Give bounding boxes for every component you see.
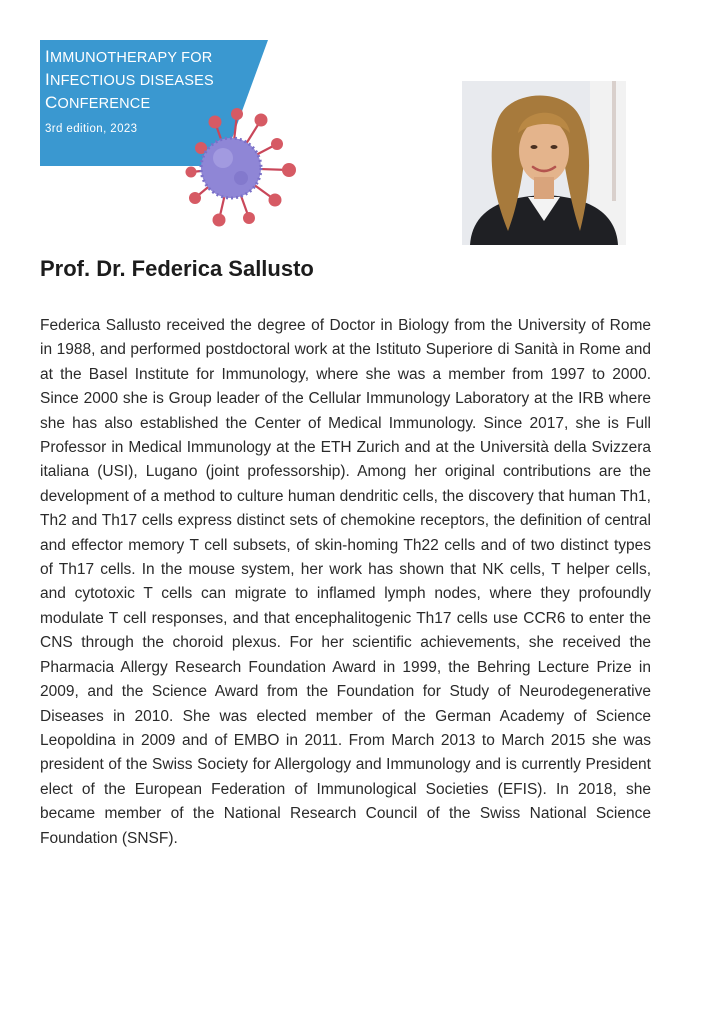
conference-banner: [40, 40, 268, 166]
virus-icon: [185, 100, 305, 230]
banner-title-line-1: IMMUNOTHERAPY FOR: [45, 47, 213, 66]
portrait-photo-icon: [462, 81, 626, 245]
banner-title-line-2: INFECTIOUS DISEASES: [45, 70, 214, 89]
speaker-name: Prof. Dr. Federica Sallusto: [40, 256, 314, 281]
banner-title-line-3: CONFERENCE: [45, 93, 151, 112]
speaker-bio: Federica Sallusto received the degree of Doctor in Biology from the University of Rome in 1988, and performed postdoctoral work at the Istituto Superiore di Sanità in Rome and at the Basel Institute for Immunology, where she was a member from 1997 to 2000. Since 2000 she is Group leader of the Cellular Immunology Laboratory at the IRB where she has also established the Center of Medical Immunology. Since 2017, she is Full Professor in Medical Immunology at the ETH Zurich and at the Università della Svizzera italiana (USI), Lugano (joint professorship). Among her original contributions are the development of a method to culture human dendritic cells, the discovery that human Th1, Th2 and Th17 cells express distinct sets of chemokine receptors, the definition of central and effector memory T cell subsets, of skin-homing Th22 cells and of two distinct types of Th17 cells. In the mouse system, her work has shown that NK cells, T helper cells, and cytotoxic T cells can migrate to inflamed lymph nodes, where they profoundly modulate T cell responses, and that encephalitogenic Th17 cells use CCR6 to enter the CNS through the choroid plexus. For her scientific achievements, she received the Pharmacia Allergy Research Foundation Award in 1999, the Behring Lecture Prize in 2009, and the Science Award from the Foundation for Study of Neurodegenerative Diseases in 2010. She was elected member of the German Academy of Science Leopoldina in 2009 and of EMBO in 2011. From March 2013 to March 2015 she was president of the Swiss Society for Allergology and Immunology and is currently President elect of the European Federation of Immunological Societies (EFIS). In 2018, she became member of the National Research Council of the Swiss National Science Foundation (SNSF).: [40, 317, 651, 847]
banner-edition: 3rd edition, 2023: [45, 123, 138, 135]
speaker-photo: [462, 81, 626, 245]
